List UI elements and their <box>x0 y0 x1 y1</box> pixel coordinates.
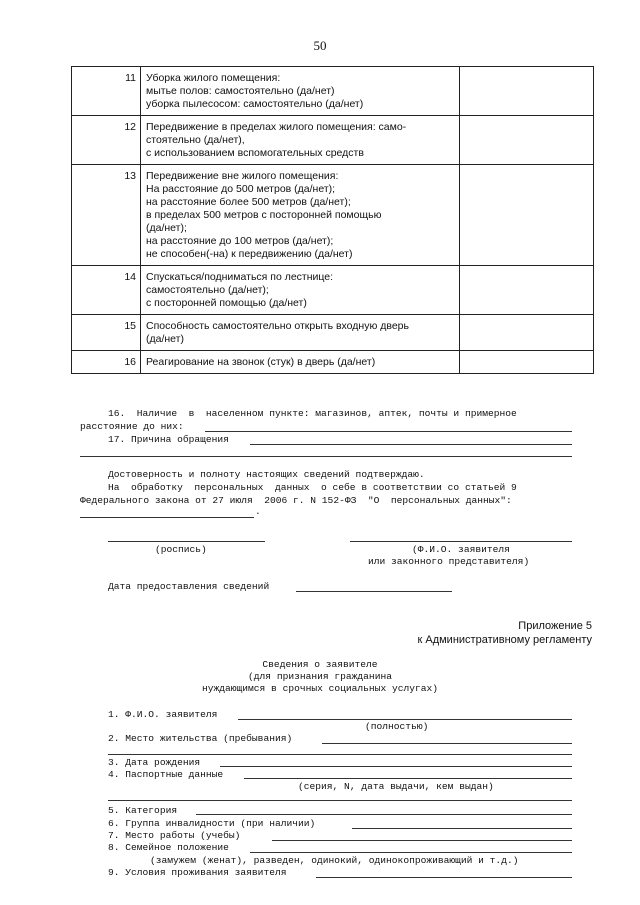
field-2-input[interactable] <box>322 743 572 744</box>
form-title-2: (для признания гражданина <box>248 671 392 682</box>
fio-label-1: (Ф.И.О. заявителя <box>412 544 510 555</box>
row-description-line: на расстояние до 100 метров (да/нет); <box>146 235 334 247</box>
field-5-label: 5. Категория <box>108 805 178 816</box>
consent-line1: На обработку персональных данных о себе в соответствии со статьей 9 <box>108 482 517 493</box>
fio-blank[interactable] <box>350 541 572 542</box>
row-description <box>141 116 460 164</box>
row-number: 12 <box>72 116 141 164</box>
row-description-line: (да/нет); <box>146 222 187 234</box>
field-7-input[interactable] <box>272 840 572 841</box>
table-row <box>72 67 593 115</box>
field-4-hint: (серия, N, дата выдачи, кем выдан) <box>298 781 494 792</box>
row-description <box>141 165 460 265</box>
date-label: Дата предоставления сведений <box>108 581 270 592</box>
item-17-blank-2[interactable] <box>80 456 572 457</box>
row-description-line: Способность самостоятельно открыть входную дверь <box>146 320 409 332</box>
item-17-blank[interactable] <box>250 444 572 445</box>
row-description-line: в пределах 500 метров с посторонней помощью <box>146 209 382 221</box>
field-8-input[interactable] <box>250 852 572 853</box>
consent-end: . <box>255 506 261 517</box>
appendix-subtitle: к Административному регламенту <box>417 634 592 646</box>
row-number: 11 <box>72 67 141 115</box>
consent-blank[interactable] <box>80 517 254 518</box>
row-description-line: самостоятельно (да/нет); <box>146 284 269 296</box>
item-16-line1: 16. Наличие в населенном пункте: магазинов, аптек, почты и примерное <box>108 408 517 419</box>
item-16-blank[interactable] <box>205 431 572 432</box>
row-number: 13 <box>72 165 141 265</box>
table-row <box>72 115 593 164</box>
field-6-label: 6. Группа инвалидности (при наличии) <box>108 818 316 829</box>
row-description-line: на расстояние более 500 метров (да/нет); <box>146 196 351 208</box>
fio-label-2: или законного представителя) <box>368 556 530 567</box>
field-6-input[interactable] <box>352 828 572 829</box>
answer-cell[interactable] <box>460 266 593 314</box>
field-3-input[interactable] <box>220 766 572 767</box>
page-number: 50 <box>313 38 327 53</box>
answer-cell[interactable] <box>460 116 593 164</box>
field-1-hint: (полностью) <box>365 721 429 732</box>
signature-label: (роспись) <box>155 544 207 555</box>
signature-blank[interactable] <box>108 541 265 542</box>
row-description-line: Уборка жилого помещения: <box>146 72 281 84</box>
field-8-hint: (замужем (женат), разведен, одинокий, одинокопроживающий и т.д.) <box>150 855 519 866</box>
field-1-label: 1. Ф.И.О. заявителя <box>108 709 218 720</box>
field-8-label: 8. Семейное положение <box>108 842 229 853</box>
table-row <box>72 314 593 350</box>
field-5-input[interactable] <box>196 814 572 815</box>
item-17-label: 17. Причина обращения <box>108 434 229 445</box>
row-description <box>141 315 460 350</box>
row-description-line: с посторонней помощью (да/нет) <box>146 297 307 309</box>
appendix-title: Приложение 5 <box>518 620 592 632</box>
row-description <box>141 67 460 115</box>
assessment-table <box>71 66 594 374</box>
field-9-label: 9. Условия проживания заявителя <box>108 867 287 878</box>
row-description-line: с использованием вспомогательных средств <box>146 147 364 159</box>
table-row <box>72 350 593 373</box>
row-description <box>141 266 460 314</box>
row-description <box>141 351 460 373</box>
row-description-line: уборка пылесосом: самостоятельно (да/нет) <box>146 98 364 110</box>
row-description-line: На расстояние до 500 метров (да/нет); <box>146 183 336 195</box>
table-row <box>72 265 593 314</box>
row-description-line: Реагирование на звонок (стук) в дверь (да/нет) <box>146 356 376 368</box>
field-4-input-2[interactable] <box>108 800 572 801</box>
row-number: 15 <box>72 315 141 350</box>
answer-cell[interactable] <box>460 315 593 350</box>
field-9-input[interactable] <box>316 877 572 878</box>
confirm-text: Достоверность и полноту настоящих сведений подтверждаю. <box>108 469 425 480</box>
answer-cell[interactable] <box>460 351 593 373</box>
row-description-line: стоятельно (да/нет), <box>146 134 245 146</box>
form-title-3: нуждающимся в срочных социальных услугах) <box>201 683 439 694</box>
table-row <box>72 164 593 265</box>
answer-cell[interactable] <box>460 165 593 265</box>
consent-line2: Федерального закона от 27 июля 2006 г. N 152-ФЗ "О персональных данных": <box>80 495 512 506</box>
field-2-input-2[interactable] <box>108 754 572 755</box>
answer-cell[interactable] <box>460 67 593 115</box>
row-description-line: Спускаться/подниматься по лестнице: <box>146 271 334 283</box>
row-description-line: мытье полов: самостоятельно (да/нет) <box>146 85 335 97</box>
row-description-line: не способен(-на) к передвижению (да/нет) <box>146 248 353 260</box>
field-3-label: 3. Дата рождения <box>108 757 201 768</box>
item-16-line2: расстояние до них: <box>80 421 184 432</box>
field-4-label: 4. Паспортные данные <box>108 769 224 780</box>
field-7-label: 7. Место работы (учебы) <box>108 830 241 841</box>
row-number: 16 <box>72 351 141 373</box>
row-number: 14 <box>72 266 141 314</box>
row-description-line: Передвижение в пределах жилого помещения: само- <box>146 121 407 133</box>
row-description-line: Передвижение вне жилого помещения: <box>146 170 339 182</box>
field-2-label: 2. Место жительства (пребывания) <box>108 733 293 744</box>
form-title-1: Сведения о заявителе <box>262 659 378 670</box>
field-4-input[interactable] <box>244 778 572 779</box>
date-blank[interactable] <box>296 591 452 592</box>
field-1-input[interactable] <box>238 719 572 720</box>
row-description-line: (да/нет) <box>146 333 184 345</box>
